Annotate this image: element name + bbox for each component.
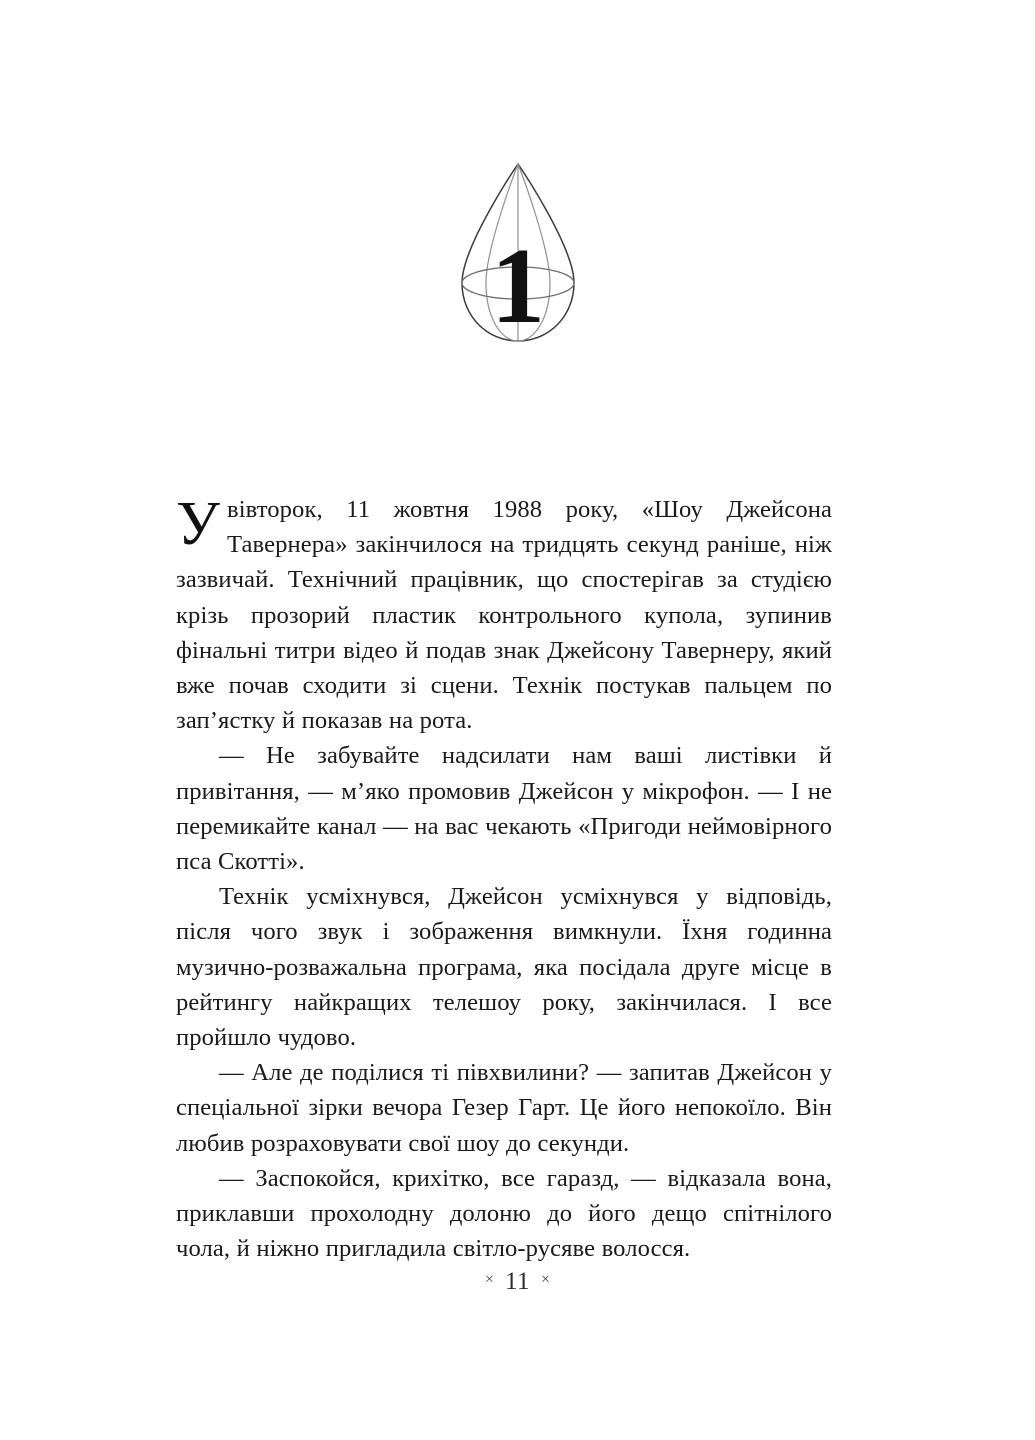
body-text-block bbox=[176, 492, 832, 1266]
paragraph-1 bbox=[176, 492, 832, 738]
page-number: 11 bbox=[504, 1268, 531, 1295]
paragraph-1-text: вівторок, 11 жовтня 1988 року, «Шоу Джейсона Тавернера» закінчилося на тридцять секунд раніше, ніж зазвичай. Технічний працівник, що спостерігав за студією крізь прозорий пластик контрольного купола, зупинив фінальні титри відео й подав знак Джейсону Тавернеру, який вже почав сходити зі сцени. Технік постукав пальцем по зап’ястку й показав на рота. bbox=[176, 496, 832, 735]
folio bbox=[0, 1268, 1035, 1296]
folio-left-ornament-icon: × bbox=[484, 1271, 494, 1288]
paragraph-2-text: — Не забувайте надсилати нам ваші листівки й привітання, — м’яко промовив Джейсон у мікрофон. — І не перемикайте канал — на вас чекають «Пригоди неймовірного пса Скотті». bbox=[176, 742, 832, 876]
chapter-number: 1 bbox=[490, 227, 545, 346]
drop-cap: У bbox=[176, 490, 220, 558]
paragraph-5 bbox=[176, 1161, 832, 1267]
paragraph-5-text: — Заспокойся, крихітко, все гаразд, — відказала вона, приклавши прохолодну долоню до його дещо спітнілого чола, й ніжно пригладила світло-русяве волосся. bbox=[176, 1164, 832, 1263]
paragraph-3 bbox=[176, 879, 832, 1055]
paragraph-4 bbox=[176, 1055, 832, 1161]
paragraph-2 bbox=[176, 738, 832, 879]
paragraph-4-text: — Але де поділися ті півхвилини? — запитав Джейсон у спеціальної зірки вечора Гезер Гарт. Це його непокоїло. Він любив розраховувати свої шоу до секунди. bbox=[176, 1059, 832, 1157]
folio-right-ornament-icon: × bbox=[541, 1271, 551, 1288]
chapter-ornament bbox=[0, 150, 1035, 360]
paragraph-3-text: Технік усміхнувся, Джейсон усміхнувся у відповідь, після чого звук і зображення вимкнули. Їхня годинна музично-розважальна програма, яка посідала друге місце в рейтингу найкращих телешоу року, закінчилася. І все пройшло чудово. bbox=[176, 883, 832, 1052]
teardrop-wireframe-icon bbox=[428, 150, 608, 360]
